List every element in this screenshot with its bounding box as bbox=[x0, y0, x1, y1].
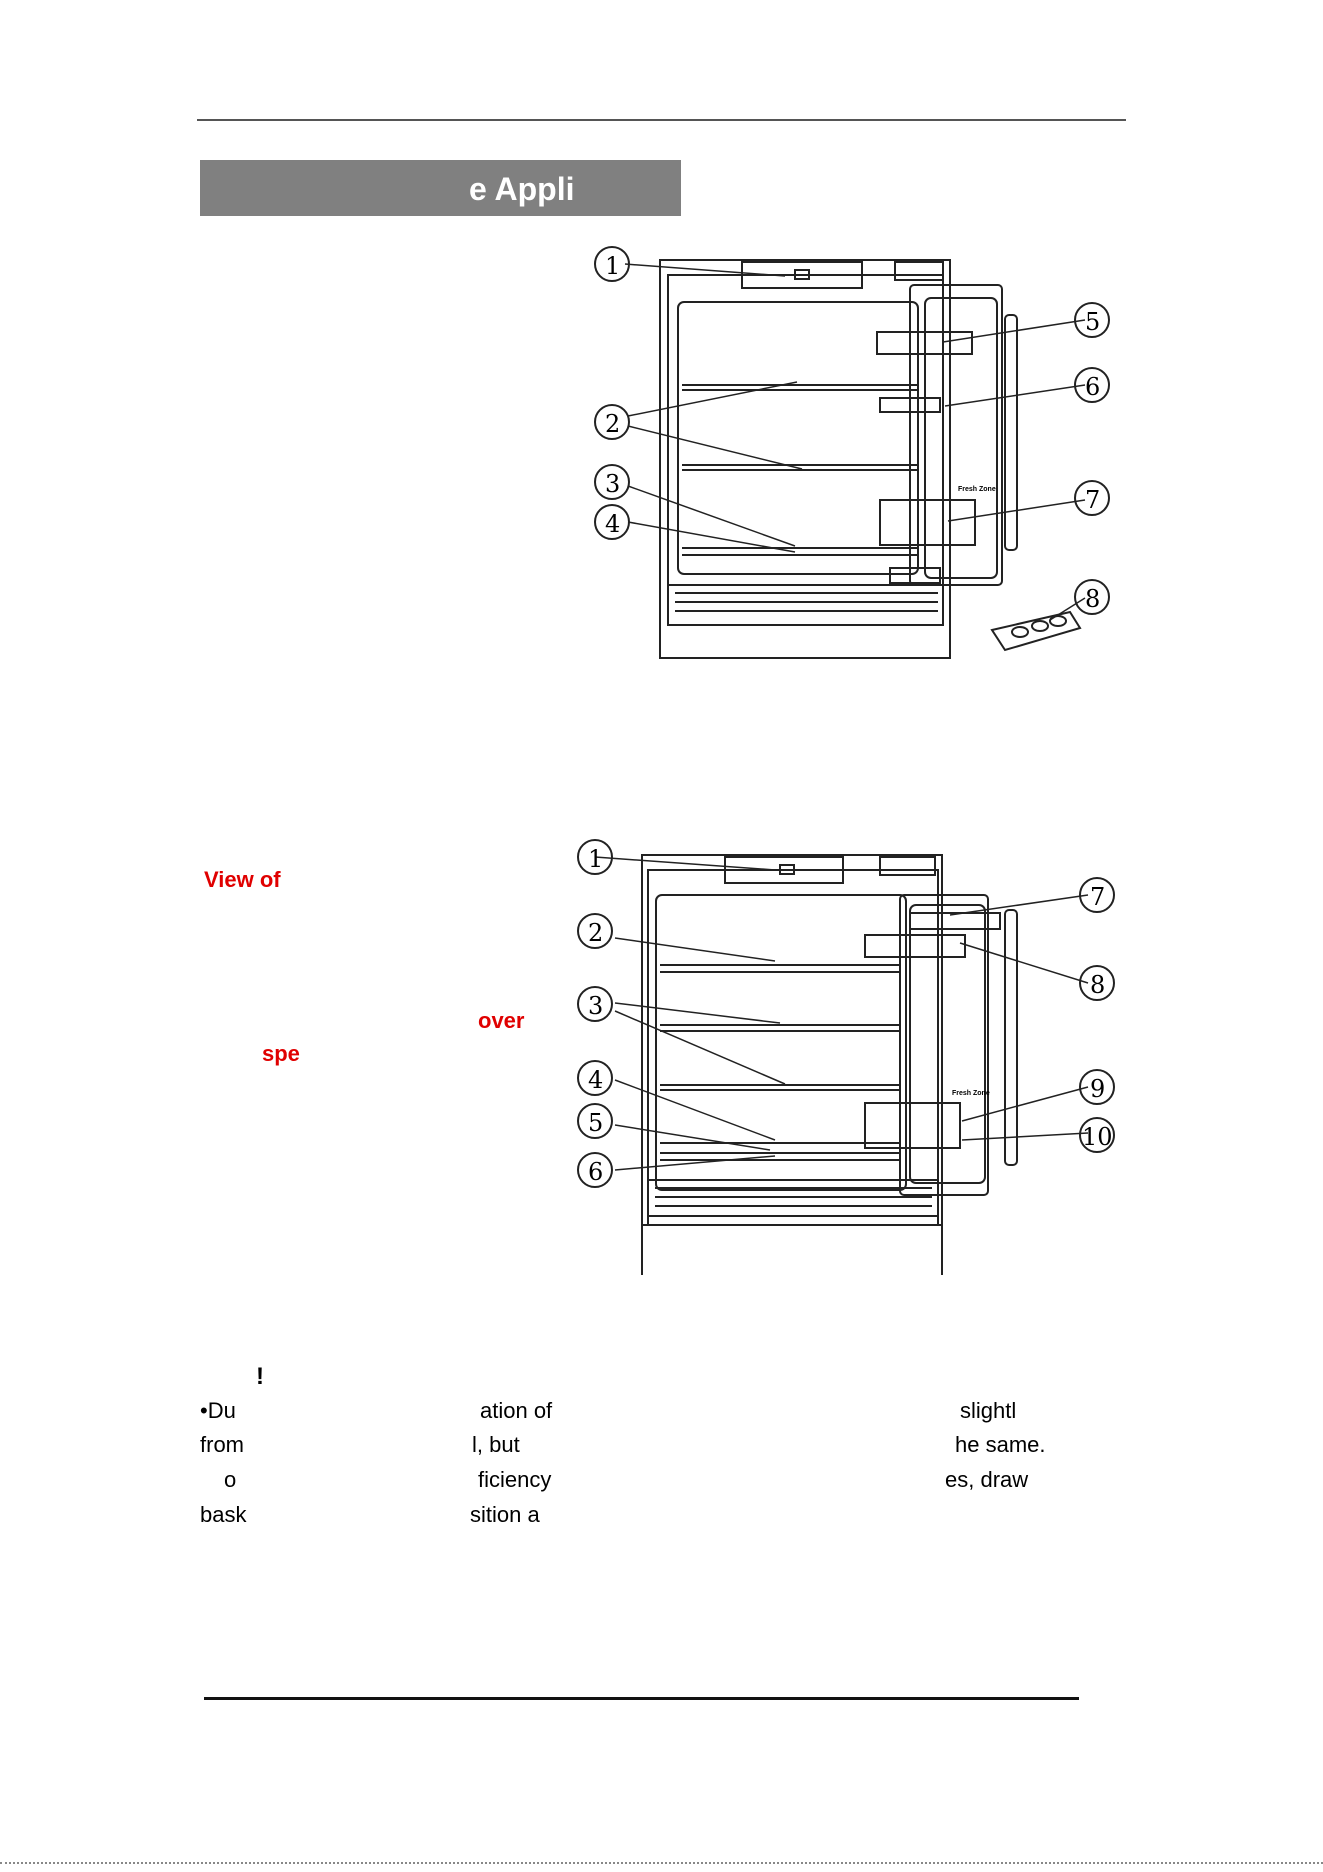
callout-label: 4 bbox=[605, 510, 621, 538]
callout-label: 3 bbox=[588, 992, 604, 1020]
view-of-label: View of bbox=[204, 867, 281, 892]
drawer-label: Fresh Zone bbox=[952, 1090, 990, 1097]
note-text: l, but bbox=[472, 1432, 520, 1457]
note-text: slightl bbox=[960, 1398, 1017, 1423]
over-label: over bbox=[478, 1008, 525, 1033]
drawer-label: Fresh Zone bbox=[958, 486, 996, 493]
callout-label: 10 bbox=[1082, 1123, 1113, 1151]
page-edge-dotted-line bbox=[0, 1862, 1323, 1864]
callout-label: 7 bbox=[1090, 883, 1106, 911]
note-text: o bbox=[224, 1467, 237, 1492]
fridge-diagram-2 bbox=[560, 835, 1120, 1275]
callout-label: 1 bbox=[605, 252, 621, 280]
note-text: he same. bbox=[955, 1432, 1046, 1457]
fridge-diagram-1 bbox=[580, 240, 1120, 665]
callout-label: 6 bbox=[588, 1158, 604, 1186]
callout-label: 8 bbox=[1085, 585, 1101, 613]
note-text: bask bbox=[200, 1502, 247, 1527]
callout-label: 8 bbox=[1090, 971, 1106, 999]
note-text: •Du bbox=[200, 1398, 236, 1423]
note-text: ficiency bbox=[478, 1467, 552, 1492]
callout-label: 4 bbox=[588, 1066, 604, 1094]
bottom-rule bbox=[204, 1697, 1079, 1700]
note-text: sition a bbox=[470, 1502, 540, 1527]
callout-label: 6 bbox=[1085, 373, 1101, 401]
callout-label: 5 bbox=[588, 1109, 604, 1137]
section-header-bar bbox=[200, 160, 681, 216]
callout-label: 9 bbox=[1090, 1075, 1106, 1103]
note-text: ation of bbox=[480, 1398, 553, 1423]
callout-label: 1 bbox=[588, 845, 604, 873]
callout-label: 7 bbox=[1085, 486, 1101, 514]
callout-label: 3 bbox=[605, 470, 621, 498]
callout-label: 2 bbox=[588, 919, 604, 947]
callout-label: 2 bbox=[605, 410, 621, 438]
top-rule bbox=[197, 119, 1126, 121]
spe-label: spe bbox=[262, 1041, 300, 1066]
note-text: from bbox=[200, 1432, 244, 1457]
note-exclamation: ! bbox=[256, 1363, 264, 1390]
note-text: es, draw bbox=[945, 1467, 1029, 1492]
section-title: e Appli bbox=[469, 171, 575, 207]
callout-label: 5 bbox=[1085, 308, 1101, 336]
